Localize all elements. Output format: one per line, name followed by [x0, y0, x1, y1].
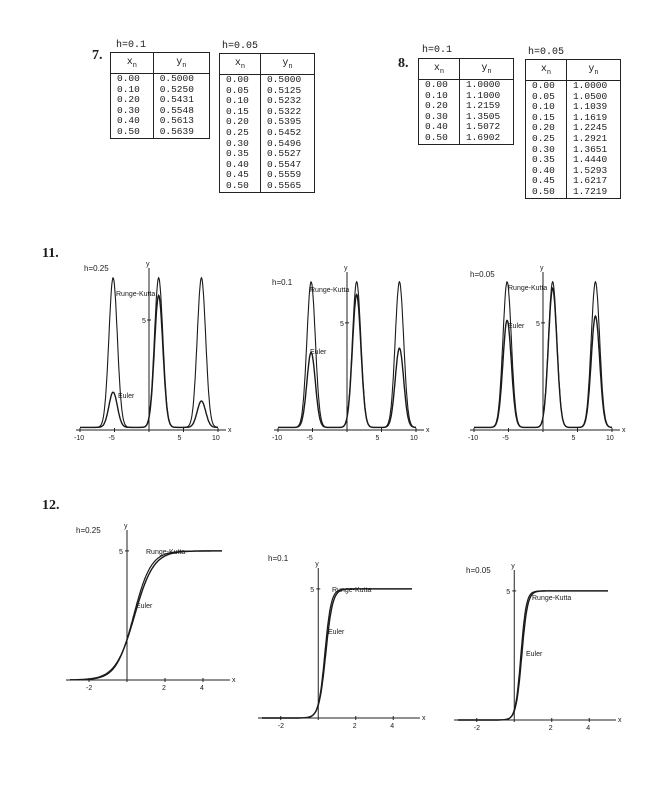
x-axis-label: x	[232, 677, 236, 684]
y-value: 0.5000	[260, 75, 314, 86]
x-tick-label: -10	[272, 435, 283, 442]
y-value: 1.3505	[459, 112, 513, 123]
x-value: 0.35	[226, 148, 249, 160]
x-value: 0.40	[117, 115, 140, 127]
column-header-x: $x_n$	[419, 59, 460, 80]
y-value: 0.5613	[153, 116, 209, 127]
euler-label: Euler	[118, 393, 135, 400]
y-value: 1.5293	[566, 166, 620, 177]
x-value: 0.10	[117, 83, 140, 95]
y-axis-label: y	[315, 561, 319, 568]
y-value: 1.7219	[566, 187, 620, 198]
x-axis-label: x	[618, 717, 622, 724]
x-value: 0.05	[532, 90, 555, 102]
x-tick-label: 5	[375, 435, 380, 442]
y-value: 0.5232	[260, 96, 314, 107]
y-value: 0.5395	[260, 117, 314, 128]
euler-curve	[262, 586, 412, 718]
x-tick-label: 2	[548, 725, 553, 732]
x-tick-label: 4	[200, 685, 204, 692]
y-value: 0.5250	[153, 85, 209, 96]
table-row	[111, 127, 210, 138]
euler-curve	[70, 548, 222, 680]
x-value: 0.50	[425, 131, 448, 143]
x-tick-label: 10	[410, 435, 418, 442]
runge-kutta-curve	[262, 586, 412, 718]
problem-12-number: 12.	[42, 498, 60, 513]
y-axis-label: y	[540, 265, 544, 272]
table-row	[111, 74, 210, 85]
x-value: 0.40	[532, 164, 555, 176]
y-value: 0.5496	[260, 139, 314, 150]
euler-label: Euler	[136, 603, 153, 610]
y-axis-label: y	[124, 523, 128, 530]
column-header-x: $x_n$	[526, 60, 567, 81]
runge-kutta-label: Runge-Kutta	[332, 587, 372, 594]
euler-label: Euler	[328, 629, 345, 636]
x-value: 0.00	[117, 73, 140, 84]
problem-7-number: 7.	[92, 48, 103, 63]
x-value: 0.40	[226, 158, 249, 170]
x-tick-label: -2	[86, 685, 93, 692]
table-row	[220, 128, 315, 139]
y-value: 0.5431	[153, 95, 209, 106]
runge-kutta-curve	[70, 548, 222, 680]
x-value: 0.20	[226, 116, 249, 128]
problem-12-plot-3-h-label: h=0.05	[466, 566, 491, 575]
problem-8-table-1	[418, 58, 514, 145]
x-tick-label: 2	[162, 685, 166, 692]
y-tick-label: 5	[142, 318, 146, 325]
x-tick-label: -5	[502, 435, 509, 442]
column-header-y: $y_n$	[459, 59, 513, 80]
x-value: 0.10	[532, 101, 555, 113]
euler-label: Euler	[526, 651, 543, 658]
x-tick-label: -5	[306, 435, 313, 442]
x-tick-label: 10	[212, 435, 220, 442]
y-value: 1.2159	[459, 101, 513, 112]
column-header-y: $y_n$	[153, 53, 209, 74]
problem-7-table-2-h-label: h=0.05	[222, 41, 259, 52]
problem-8-number: 8.	[398, 56, 409, 71]
euler-label: Euler	[508, 323, 525, 330]
x-value: 0.50	[532, 185, 555, 197]
y-value: 0.5322	[260, 107, 314, 118]
x-value: 0.20	[425, 100, 448, 112]
x-value: 0.20	[117, 94, 140, 106]
problem-7-table-1-h-label: h=0.1	[116, 40, 147, 51]
x-value: 0.30	[226, 137, 249, 149]
y-value: 1.0500	[566, 92, 620, 103]
problem-11-plot-1-h-label: h=0.25	[84, 264, 109, 273]
problem-12-plot-2	[256, 548, 426, 734]
x-tick-label: -10	[468, 435, 479, 442]
x-axis-label: x	[228, 427, 232, 434]
y-value: 1.3651	[566, 145, 620, 156]
y-value: 0.5547	[260, 160, 314, 171]
table-row	[220, 75, 315, 86]
x-value: 0.25	[226, 126, 249, 138]
problem-8-table-1-h-label: h=0.1	[422, 45, 453, 56]
y-value: 0.5452	[260, 128, 314, 139]
problem-11-number: 11.	[42, 246, 59, 261]
problem-11-plot-3	[460, 264, 636, 446]
problem-12-plot-1-h-label: h=0.25	[76, 526, 101, 535]
column-header-x: $x_n$	[111, 53, 154, 74]
y-value: 0.5559	[260, 170, 314, 181]
x-tick-label: -2	[277, 723, 284, 730]
table-row	[419, 133, 514, 144]
y-axis-label: y	[146, 261, 150, 268]
x-value: 0.45	[226, 169, 249, 181]
y-value: 1.6217	[566, 176, 620, 187]
y-value: 1.1039	[566, 102, 620, 113]
runge-kutta-label: Runge-Kutta	[310, 287, 350, 294]
y-tick-label: 5	[310, 586, 315, 594]
problem-11-plot-3-h-label: h=0.05	[470, 270, 495, 279]
y-value: 1.6902	[459, 133, 513, 144]
x-axis-label: x	[422, 715, 426, 722]
y-value: 1.1619	[566, 113, 620, 124]
y-value: 0.5000	[153, 74, 209, 85]
problem-12-plot-3	[452, 552, 624, 738]
x-value: 0.25	[532, 132, 555, 144]
x-value: 0.20	[532, 122, 555, 134]
y-value: 0.5548	[153, 106, 209, 117]
x-tick-label: 5	[177, 435, 182, 442]
x-value: 0.10	[226, 95, 249, 107]
x-value: 0.05	[226, 84, 249, 96]
x-tick-label: -5	[108, 435, 115, 442]
x-tick-label: -10	[74, 435, 85, 442]
problem-7-table-2	[219, 53, 315, 193]
x-tick-label: 4	[390, 723, 395, 730]
y-value: 1.4440	[566, 155, 620, 166]
y-value: 1.2245	[566, 123, 620, 134]
x-value: 0.00	[532, 80, 555, 91]
x-value: 0.15	[532, 111, 555, 123]
problem-8-table-2-h-label: h=0.05	[528, 47, 565, 58]
y-value: 0.5125	[260, 86, 314, 97]
x-tick-label: 4	[586, 725, 591, 732]
x-axis-label: x	[426, 427, 430, 434]
problem-7-table-1	[110, 52, 210, 139]
x-value: 0.00	[226, 74, 249, 85]
y-tick-label: 5	[506, 588, 511, 596]
problem-12-plot-1	[66, 512, 236, 698]
runge-kutta-label: Runge-Kutta	[532, 595, 572, 602]
table-row	[526, 187, 621, 198]
y-tick-label: 5	[536, 320, 540, 328]
table-row	[220, 181, 315, 192]
x-axis-label: x	[622, 427, 626, 434]
y-value: 1.1000	[459, 91, 513, 102]
y-value: 0.5639	[153, 127, 209, 138]
problem-8-table-2	[525, 59, 621, 199]
problem-11-plot-1	[66, 256, 242, 446]
problem-12-plot-2-h-label: h=0.1	[268, 554, 289, 563]
problem-11-plot-2	[264, 264, 440, 446]
x-value: 0.35	[532, 154, 555, 166]
x-tick-label: 2	[352, 723, 357, 730]
x-tick-label: 10	[606, 435, 614, 442]
y-tick-label: 5	[340, 320, 344, 328]
euler-label: Euler	[310, 349, 327, 356]
x-tick-label: 5	[571, 435, 576, 442]
problem-11-plot-2-h-label: h=0.1	[272, 278, 293, 287]
y-value: 1.0000	[566, 81, 620, 92]
x-value: 0.50	[226, 179, 249, 191]
runge-kutta-label: Runge-Kutta	[116, 291, 156, 298]
column-header-y: $y_n$	[260, 54, 314, 75]
y-tick-label: 5	[119, 548, 123, 556]
x-value: 0.30	[532, 143, 555, 155]
y-value: 0.5527	[260, 149, 314, 160]
y-value: 0.5565	[260, 181, 314, 192]
y-value: 1.0000	[459, 80, 513, 91]
column-header-x: $x_n$	[220, 54, 261, 75]
x-value: 0.10	[425, 89, 448, 101]
x-value: 0.45	[532, 175, 555, 187]
x-value: 0.15	[226, 105, 249, 117]
table-row	[419, 80, 514, 91]
y-axis-label: y	[511, 563, 515, 570]
x-value: 0.30	[425, 110, 448, 122]
y-value: 1.5072	[459, 122, 513, 133]
column-header-y: $y_n$	[566, 60, 620, 81]
x-value: 0.30	[117, 104, 140, 116]
runge-kutta-label: Runge-Kutta	[508, 285, 548, 292]
runge-kutta-label: Runge-Kutta	[146, 549, 186, 556]
table-row	[526, 81, 621, 92]
table-row	[526, 134, 621, 145]
x-value: 0.00	[425, 79, 448, 90]
x-tick-label: -2	[473, 725, 480, 732]
x-value: 0.40	[425, 121, 448, 133]
x-value: 0.50	[117, 125, 140, 137]
y-axis-label: y	[344, 265, 348, 272]
y-value: 1.2921	[566, 134, 620, 145]
